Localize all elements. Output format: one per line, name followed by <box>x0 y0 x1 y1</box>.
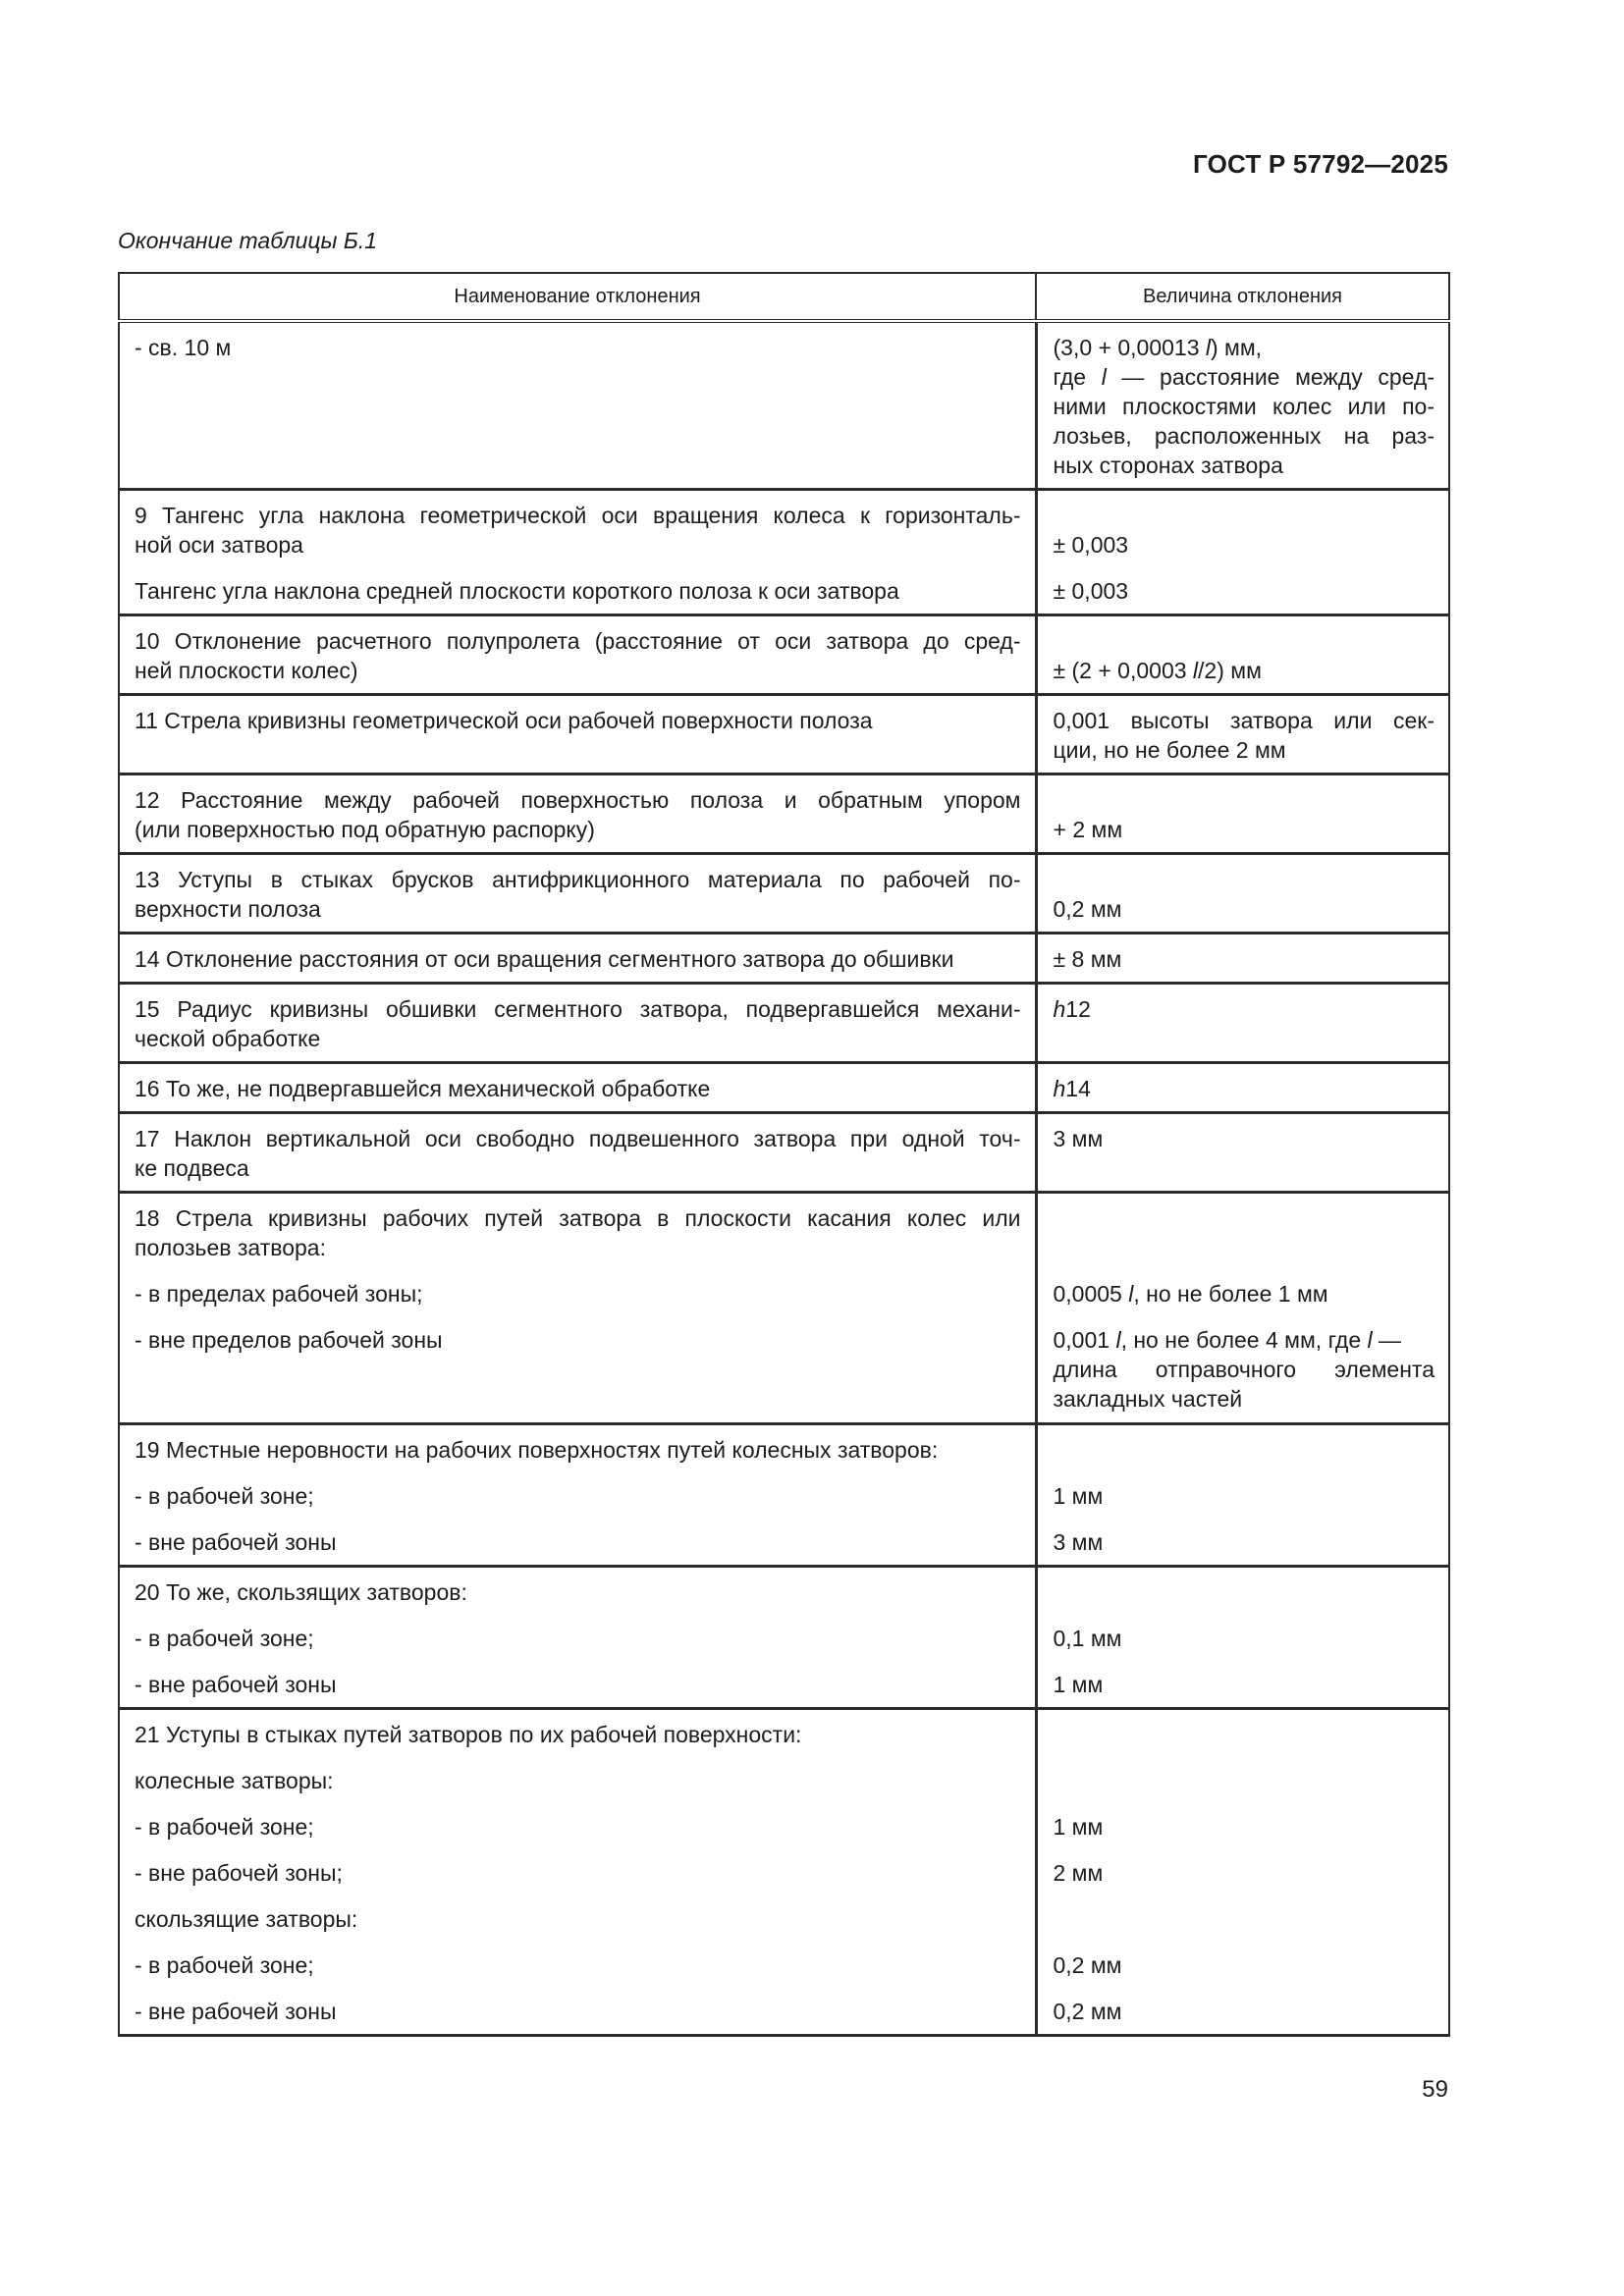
row-name-cell: - св. 10 м <box>119 321 1036 490</box>
row-name-cell: 13 Уступы в стыках брусков антифрикционного материала по рабочей по- верхности полоза <box>119 854 1036 934</box>
row-name-cell: 10 Отклонение расчетного полупролета (расстояние от оси затвора до сред- ней плоскости колес) <box>119 615 1036 695</box>
row-name-cell: 18 Стрела кривизны рабочих путей затвора в плоскости касания колес или полозьев затвора: - в пределах рабочей зоны; - вне пределов рабочей зоны <box>119 1193 1036 1424</box>
row-value-cell: h12 <box>1036 984 1449 1063</box>
table-header-row <box>119 273 1449 321</box>
row-value-cell: ± 8 мм <box>1036 934 1449 984</box>
table-row <box>119 934 1449 984</box>
row-value-cell: 0,0005 l, но не более 1 мм 0,001 l, но не более 4 мм, где l — длина отправочного элемента закладных частей <box>1036 1193 1449 1424</box>
row-value-cell: + 2 мм <box>1036 774 1449 854</box>
table-row <box>119 1063 1449 1113</box>
row-name-cell: 19 Местные неровности на рабочих поверхностях путей колесных затворов: - в рабочей зоне; - вне рабочей зоны <box>119 1424 1036 1567</box>
row-name-cell: 11 Стрела кривизны геометрической оси рабочей поверхности полоза <box>119 695 1036 774</box>
table-row <box>119 854 1449 934</box>
deviation-table <box>118 272 1450 2037</box>
table-caption: Окончание таблицы Б.1 <box>118 228 378 253</box>
table-row <box>119 1567 1449 1709</box>
row-value-cell: 1 мм 2 мм 0,2 мм 0,2 мм <box>1036 1709 1449 2036</box>
row-value-cell: h14 <box>1036 1063 1449 1113</box>
row-value-cell: 0,1 мм 1 мм <box>1036 1567 1449 1709</box>
row-value-cell: 3 мм <box>1036 1113 1449 1193</box>
table-row <box>119 490 1449 615</box>
row-name-cell: 15 Радиус кривизны обшивки сегментного затвора, подвергавшейся механи- ческой обработке <box>119 984 1036 1063</box>
row-value-cell: (3,0 + 0,00013 l) мм, где l — расстояние между сред- ними плоскостями колес или по- лозьев, расположенных на раз- ных сторонах затвора <box>1036 321 1449 490</box>
row-name-cell: 16 То же, не подвергавшейся механической обработке <box>119 1063 1036 1113</box>
row-name-cell: 20 То же, скользящих затворов: - в рабочей зоне; - вне рабочей зоны <box>119 1567 1036 1709</box>
row-value-cell: 0,001 высоты затвора или сек- ции, но не более 2 мм <box>1036 695 1449 774</box>
row-name-cell: 17 Наклон вертикальной оси свободно подвешенного затвора при одной точ- ке подвеса <box>119 1113 1036 1193</box>
table-row <box>119 1709 1449 2036</box>
document-code: ГОСТ Р 57792—2025 <box>1193 149 1448 179</box>
row-value-cell: 0,2 мм <box>1036 854 1449 934</box>
row-value-cell: ± 0,003 ± 0,003 <box>1036 490 1449 615</box>
header-deviation-value: Величина отклонения <box>1036 273 1449 321</box>
table-row <box>119 321 1449 490</box>
table-row <box>119 984 1449 1063</box>
row-name-cell: 21 Уступы в стыках путей затворов по их рабочей поверхности: колесные затворы: - в рабочей зоне; - вне рабочей зоны; скользящие затворы: - в рабочей зоне; - вне рабочей зоны <box>119 1709 1036 2036</box>
row-value-cell: 1 мм 3 мм <box>1036 1424 1449 1567</box>
row-name-cell: 14 Отклонение расстояния от оси вращения сегментного затвора до обшивки <box>119 934 1036 984</box>
table-row <box>119 774 1449 854</box>
row-name-cell: 12 Расстояние между рабочей поверхностью полоза и обратным упором (или поверхностью под обратную распорку) <box>119 774 1036 854</box>
table-row <box>119 1193 1449 1424</box>
row-name-cell: 9 Тангенс угла наклона геометрической оси вращения колеса к горизонталь- ной оси затвора Тангенс угла наклона средней плоскости короткого полоза к оси затвора <box>119 490 1036 615</box>
table-row <box>119 1424 1449 1567</box>
page-number: 59 <box>1422 2076 1448 2103</box>
row-value-cell: ± (2 + 0,0003 l/2) мм <box>1036 615 1449 695</box>
table-row <box>119 695 1449 774</box>
table-row <box>119 1113 1449 1193</box>
header-deviation-name: Наименование отклонения <box>119 273 1036 321</box>
table-row <box>119 615 1449 695</box>
